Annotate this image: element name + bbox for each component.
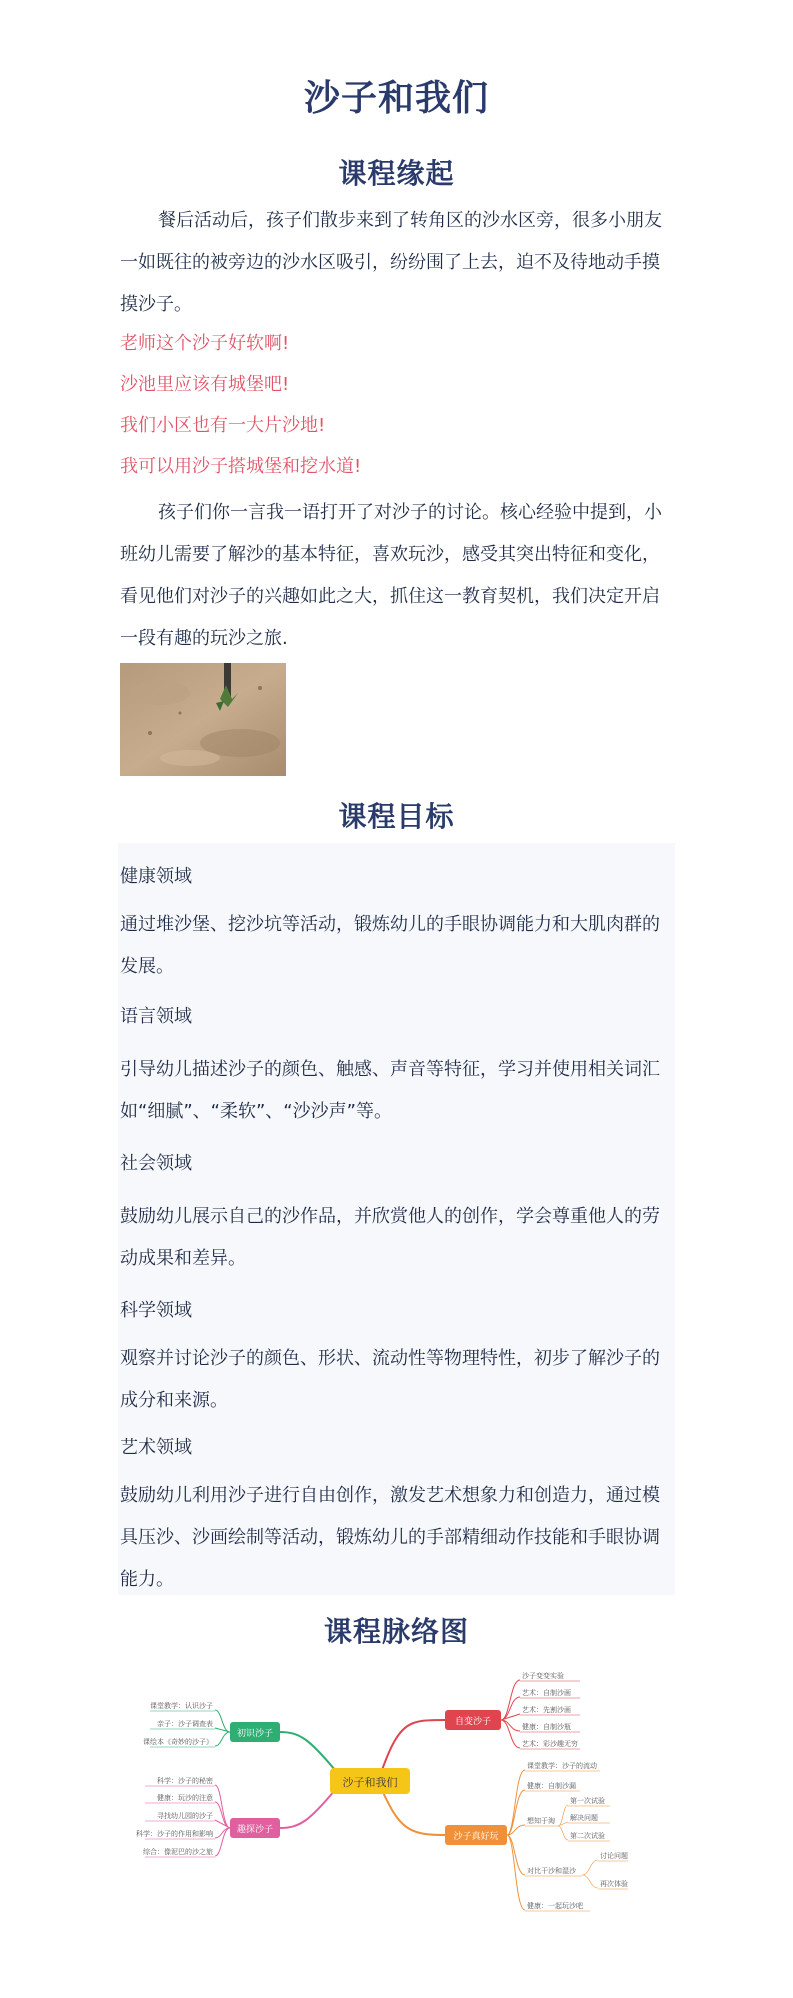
- branch-label-4: 趣探沙子: [236, 1825, 274, 1835]
- origin-conclusion: 孩子们你一言我一语打开了对沙子的讨论。核心经验中提到，小班幼儿需要了解沙的基本特征，喜欢玩沙，感受其突出特征和变化，看见他们对沙子的兴趣如此之大，抓住这一教育契机，我们决定开启一段有趣的玩沙之旅.: [120, 502, 662, 649]
- goal-domain-social: 社会领域: [120, 1153, 192, 1174]
- quote-2: 沙池里应该有城堡吧!: [120, 374, 290, 395]
- leaf-4-4: 科学：沙子的作用和影响: [136, 1830, 213, 1838]
- leaf-3-2: 亲子：沙子调查表: [157, 1720, 213, 1728]
- section-title-origin: 课程缘起: [338, 157, 455, 190]
- goal-domain-language: 语言领域: [120, 1006, 192, 1027]
- goal-text-art: 鼓励幼儿利用沙子进行自由创作，激发艺术想象力和创造力，通过模具压沙、沙画绘制等活动，锻炼幼儿的手部精细动作技能和手眼协调能力。: [120, 1485, 660, 1590]
- quote-4: 我可以用沙子搭城堡和挖水道!: [120, 456, 362, 477]
- leaf-2-5: 解决问题: [570, 1814, 598, 1822]
- mind-map-center-label: 沙子和我们: [342, 1776, 398, 1789]
- goal-domain-art: 艺术领域: [120, 1437, 192, 1458]
- goal-domain-science: 科学领域: [120, 1300, 192, 1321]
- leaf-1-3: 艺术：先割沙画: [522, 1706, 571, 1714]
- leaf-3-3: 课绘本《奇妙的沙子》: [143, 1738, 213, 1746]
- goal-text-language: 引导幼儿描述沙子的颜色、触感、声音等特征，学习并使用相关词汇如“细腻”、“柔软”、“沙沙声”等。: [120, 1059, 660, 1122]
- quote-1: 老师这个沙子好软啊!: [120, 333, 290, 354]
- leaf-4-5: 综合：像泥巴的沙之旅: [143, 1848, 213, 1856]
- leaf-2-9: 再次体验: [600, 1880, 628, 1888]
- branch-label-1: 自变沙子: [454, 1717, 492, 1727]
- quote-3: 我们小区也有一大片沙地!: [120, 415, 326, 436]
- leaf-2-2: 健康：自制沙漏: [527, 1782, 576, 1790]
- leaf-2-7: 讨论问题: [600, 1852, 628, 1860]
- leaf-2-10: 健康：一起玩沙吧: [527, 1902, 583, 1910]
- leaf-4-3: 寻找幼儿园的沙子: [157, 1812, 213, 1820]
- leaf-2-6: 第二次试验: [570, 1832, 605, 1840]
- leaf-1-2: 艺术：自制沙画: [522, 1689, 571, 1697]
- leaf-4-2: 健康：玩沙的注意: [157, 1794, 213, 1802]
- goal-text-health: 通过堆沙堡、挖沙坑等活动，锻炼幼儿的手眼协调能力和大肌肉群的发展。: [120, 914, 660, 977]
- leaf-1-1: 沙子变变实验: [522, 1672, 564, 1680]
- section-title-map: 课程脉络图: [323, 1615, 469, 1648]
- goal-text-social: 鼓励幼儿展示自己的沙作品，并欣赏他人的创作，学会尊重他人的劳动成果和差异。: [120, 1206, 660, 1269]
- goal-domain-health: 健康领域: [120, 866, 192, 887]
- leaf-2-3: 想知于淘: [527, 1817, 555, 1825]
- leaf-2-8: 对比干沙和湿沙: [527, 1867, 576, 1875]
- goal-text-science: 观察并讨论沙子的颜色、形状、流动性等物理特性，初步了解沙子的成分和来源。: [120, 1348, 660, 1411]
- leaf-1-4: 健康：自制沙瓶: [522, 1723, 571, 1731]
- branch-label-2: 沙子真好玩: [453, 1832, 499, 1842]
- leaf-2-4: 第一次试验: [570, 1797, 605, 1805]
- sand-photo: [120, 663, 286, 776]
- leaf-1-5: 艺术：彩沙趣无穷: [522, 1740, 578, 1748]
- leaf-2-1: 课堂教学：沙子的流动: [527, 1762, 597, 1770]
- leaf-4-1: 科学：沙子的秘密: [157, 1777, 213, 1785]
- section-title-goals: 课程目标: [338, 800, 455, 833]
- origin-intro: 餐后活动后，孩子们散步来到了转角区的沙水区旁，很多小朋友一如既往的被旁边的沙水区吸引，纷纷围了上去，迫不及待地动手摸摸沙子。: [120, 210, 662, 315]
- page-title: 沙子和我们: [303, 78, 489, 119]
- mind-map: [136, 1660, 630, 1930]
- leaf-3-1: 课堂教学：认识沙子: [150, 1702, 213, 1710]
- branch-label-3: 初识沙子: [236, 1729, 274, 1739]
